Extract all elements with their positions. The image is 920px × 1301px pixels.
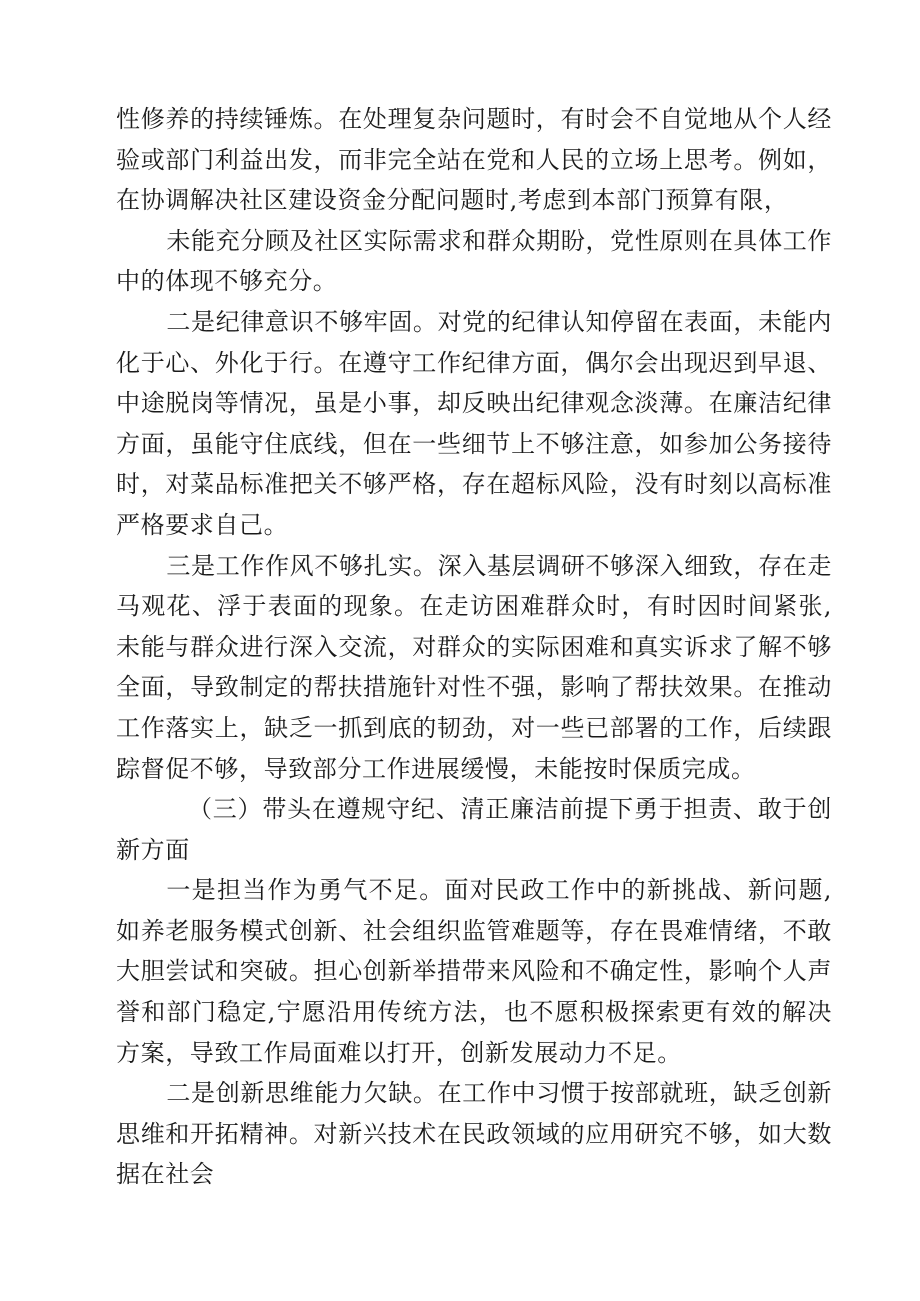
section-heading: （三）带头在遵规守纪、清正廉洁前提下勇于担责、敢于创新方面 bbox=[116, 795, 832, 864]
paragraph-courage: 一是担当作为勇气不足。面对民政工作中的新挑战、新问题,如养老服务模式创新、社会组织监管难题等，存在畏难情绪，不敢大胆尝试和突破。担心创新举措带来风险和不确定性，影响个人声誉和部门稳定,宁愿沿用传统方法，也不愿积极探索更有效的解决方案，导致工作局面难以打开，创新发展动力不足。 bbox=[116, 876, 832, 1067]
document-body bbox=[116, 99, 832, 1195]
paragraph-discipline: 二是纪律意识不够牢固。对党的纪律认知停留在表面，未能内化于心、外化于行。在遵守工作纪律方面，偶尔会出现迟到早退、中途脱岗等情况，虽是小事，却反映出纪律观念淡薄。在廉洁纪律方面，虽能守住底线，但在一些细节上不够注意，如参加公务接待时，对菜品标准把关不够严格，存在超标风险，没有时刻以高标准严格要求自己。 bbox=[116, 307, 832, 539]
paragraph-work-style: 三是工作作风不够扎实。深入基层调研不够深入细致，存在走马观花、浮于表面的现象。在走访困难群众时，有时因时间紧张,未能与群众进行深入交流，对群众的实际困难和真实诉求了解不够全面，导致制定的帮扶措施针对性不强，影响了帮扶效果。在推动工作落实上，缺乏一抓到底的韧劲，对一些已部署的工作，后续跟踪督促不够，导致部分工作进展缓慢，未能按时保质完成。 bbox=[116, 551, 832, 783]
paragraph-innovation: 二是创新思维能力欠缺。在工作中习惯于按部就班，缺乏创新思维和开拓精神。对新兴技术在民政领域的应用研究不够，如大数据在社会 bbox=[116, 1079, 832, 1189]
paragraph-party-principle: 未能充分顾及社区实际需求和群众期盼，党性原则在具体工作中的体现不够充分。 bbox=[116, 226, 832, 296]
paragraph-continuation: 性修养的持续锤炼。在处理复杂问题时，有时会不自觉地从个人经验或部门利益出发，而非完全站在党和人民的立场上思考。例如，在协调解决社区建设资金分配问题时,考虑到本部门预算有限， bbox=[116, 105, 832, 215]
